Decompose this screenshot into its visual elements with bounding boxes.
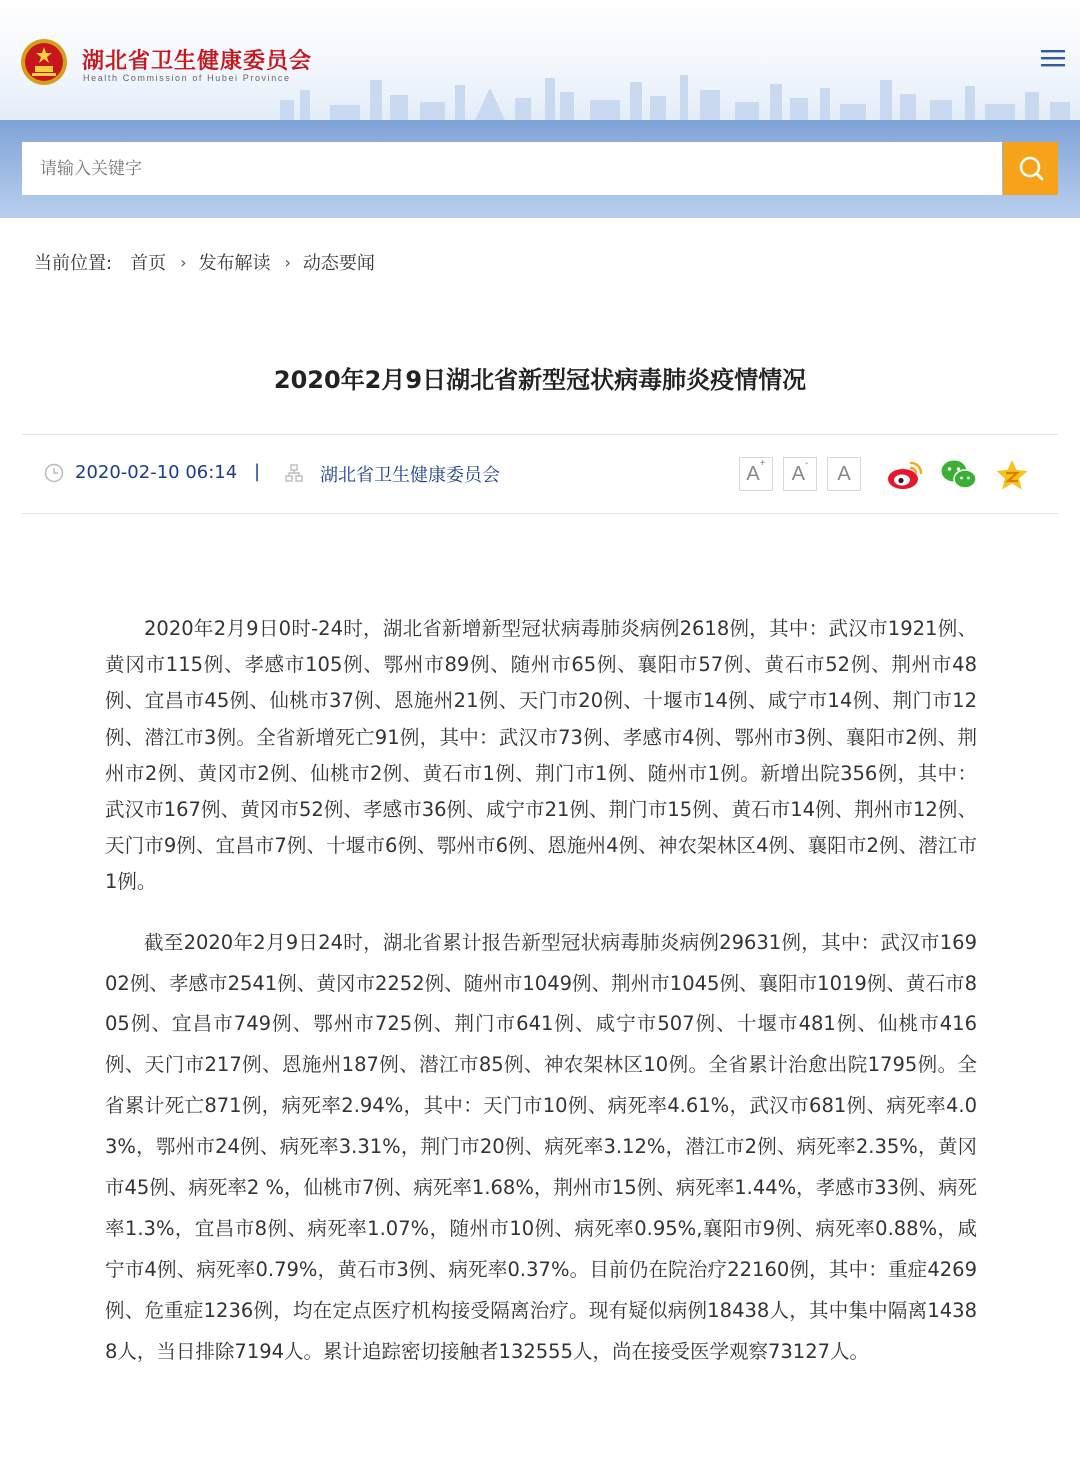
chevron-right-icon: › xyxy=(284,252,291,272)
meta-separator: | xyxy=(254,461,261,482)
font-minus-mark: - xyxy=(805,458,809,470)
font-size-small-button[interactable] xyxy=(827,457,861,491)
organization-icon xyxy=(284,463,304,483)
font-size-large-button[interactable] xyxy=(739,457,773,491)
divider xyxy=(22,434,1058,435)
hamburger-menu-icon[interactable] xyxy=(1040,46,1066,70)
wechat-icon[interactable] xyxy=(940,458,978,492)
font-medium-label: A xyxy=(791,463,805,485)
qzone-star-icon[interactable] xyxy=(993,458,1031,492)
font-size-medium-button[interactable] xyxy=(783,457,817,491)
article-source[interactable]: 湖北省卫生健康委员会 xyxy=(320,465,500,486)
search-input[interactable] xyxy=(22,142,1002,195)
site-title[interactable]: 湖北省卫生健康委员会 xyxy=(82,49,313,74)
national-emblem-icon xyxy=(20,38,68,86)
weibo-icon[interactable] xyxy=(886,458,924,492)
breadcrumb xyxy=(34,249,375,275)
divider xyxy=(22,513,1058,514)
site-header xyxy=(0,0,1080,120)
font-plus-mark: + xyxy=(759,458,766,470)
font-large-label: A xyxy=(746,463,760,485)
clock-icon xyxy=(44,463,64,483)
search-icon xyxy=(1003,142,1058,195)
article-paragraph: 截至2020年2月9日24时，湖北省累计报告新型冠状病毒肺炎病例29631例，其中：武汉市16902例、孝感市2541例、黄冈市2252例、随州市1049例、荆州市1045例、襄阳市1019例、黄石市805例、宜昌市749例、鄂州市725例、荆门市641例、咸宁市507例、十堰市481例、仙桃市416例、天门市217例、恩施州187例、潜江市85例、神农架林区10例。全省累计治愈出院1795例。全省累计死亡871例，病死率2.94%，其中：天门市10例、病死率4.61%，武汉市681例、病死率4.03%，鄂州市24例、病死率3.31%，荆门市20例、病死率3.12%，潜江市2例、病死率2.35%，黄冈市45例、病死率2 %，仙桃市7例、病死率1.68%，荆州市15例、病死率1.44%，孝感市33例、病死率1.3%，宜昌市8例、病死率1.07%，随州市10例、病死率0.95%,襄阳市9例、病死率0.88%，咸宁市4例、病死率0.79%，黄石市3例、病死率0.37%。目前仍在院治疗22160例，其中：重症4269例、危重症1236例，均在定点医疗机构接受隔离治疗。现有疑似病例18438人，其中集中隔离14388人，当日排除7194人。累计追踪密切接触者132555人，尚在接受医学观察73127人。 xyxy=(105,930,977,1363)
breadcrumb-label: 当前位置: xyxy=(34,253,113,274)
article-paragraph: 2020年2月9日0时-24时，湖北省新增新型冠状病毒肺炎病例2618例，其中：武汉市1921例、黄冈市115例、孝感市105例、鄂州市89例、随州市65例、襄阳市57例、黄石市52例、荆州市48例、宜昌市45例、仙桃市37例、恩施州21例、天门市20例、十堰市14例、咸宁市14例、荆门市12例、潜江市3例。全省新增死亡91例，其中：武汉市73例、孝感市4例、鄂州市3例、襄阳市2例、荆州市2例、黄冈市2例、仙桃市2例、黄石市1例、荆门市1例、随州市1例。新增出院356例，其中：武汉市167例、黄冈市52例、孝感市36例、咸宁市21例、荆门市15例、黄石市14例、荆州市12例、天门市9例、宜昌市7例、十堰市6例、鄂州市6例、恩施州4例、神农架林区4例、襄阳市2例、潜江市1例。 xyxy=(105,617,977,894)
article-body xyxy=(105,611,977,1373)
breadcrumb-home[interactable]: 首页 xyxy=(130,253,167,274)
breadcrumb-news[interactable]: 动态要闻 xyxy=(302,253,375,274)
search-button[interactable] xyxy=(1003,142,1058,195)
breadcrumb-release[interactable]: 发布解读 xyxy=(198,253,271,274)
font-small-label: A xyxy=(837,463,851,485)
city-skyline-decoration xyxy=(260,60,1080,120)
chevron-right-icon: › xyxy=(180,252,187,272)
site-subtitle: Health Commission of Hubei Province xyxy=(83,73,291,83)
publish-date: 2020-02-10 06:14 xyxy=(75,462,238,483)
article-title: 2020年2月9日湖北省新型冠状病毒肺炎疫情情况 xyxy=(273,366,807,394)
